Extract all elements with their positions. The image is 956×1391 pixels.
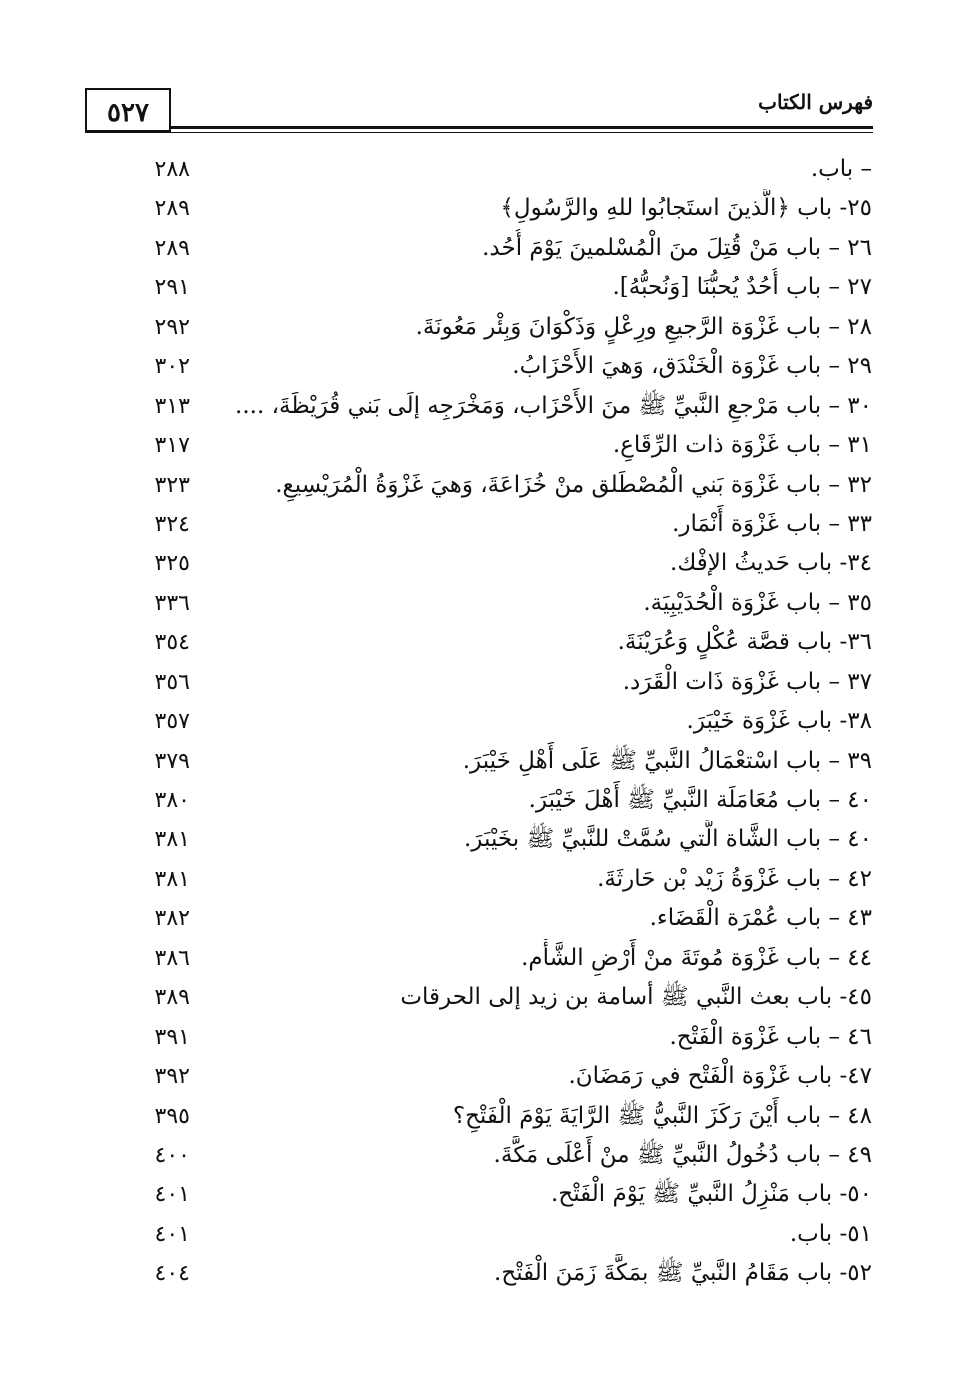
toc-entry <box>0 505 956 544</box>
toc-entry-page-number: ٣٣٦ <box>154 590 190 616</box>
toc-entry-page-number: ٣٥٤ <box>154 630 190 656</box>
toc-entry <box>0 781 956 820</box>
toc-entry <box>0 1097 956 1136</box>
toc-entry-page-number: ٢٩١ <box>154 275 190 301</box>
toc-entry-page-number: ٣٢٥ <box>154 551 190 577</box>
toc-entry <box>0 1215 956 1254</box>
toc-entry-title: ٣٤- باب حَديثُ الإفْك. <box>670 550 872 577</box>
toc-entry-page-number: ٢٨٩ <box>154 235 190 261</box>
toc-entry <box>0 268 956 307</box>
toc-entry-title: ٣٣ – باب غَزْوَة أَنْمَار. <box>672 510 872 537</box>
toc-entry <box>0 387 956 426</box>
toc-entry-title: ٤٩ – باب دُخُولُ النَّبيِّ ﷺ منْ أَعْلَى مَكَّةَ. <box>493 1141 872 1168</box>
toc-entry-page-number: ٣٥٦ <box>154 669 190 695</box>
toc-entry-page-number: ٣٩٢ <box>154 1064 190 1090</box>
toc-entry-page-number: ٣٥٧ <box>154 709 190 735</box>
toc-entry-title: ٣٢ – باب غَزْوَة بَني الْمُصْطَلق منْ خُزَاعَةَ، وَهيَ غَزْوَةُ الْمُرَيْسِيعِ. <box>275 471 872 498</box>
toc-entry <box>0 1136 956 1175</box>
toc-entry-title: ٣٨- باب غَزْوَة خَيْبَرَ. <box>686 708 872 735</box>
toc-entry-title: ٥٠- باب مَنْزِلُ النَّبيِّ ﷺ يَوْمَ الْفَتْح. <box>551 1181 872 1208</box>
page-number-box <box>85 88 171 132</box>
toc-entry <box>0 663 956 702</box>
toc-entry <box>0 584 956 623</box>
toc-entry-title: ٤٢ – باب غَزْوَةُ زَيْد بْن حَارثَةَ. <box>597 865 872 892</box>
toc-entry-title: ٣٠ – باب مَرْجعِ النَّبيِّ ﷺ منَ الأَحْزَاب، وَمَخْرَجِه إلَى بَني قُرَيْظَةَ، .... <box>235 392 872 419</box>
toc-entry-title: ٥١- باب. <box>789 1220 872 1247</box>
toc-entry-page-number: ٣٨٩ <box>154 985 190 1011</box>
toc-entry-page-number: ٣٩٥ <box>154 1103 190 1129</box>
toc-entry <box>0 1057 956 1096</box>
toc-entry <box>0 899 956 938</box>
toc-entry <box>0 742 956 781</box>
toc-entry-title: ٤٠ – باب الشَّاة الَّتي سُمَّتْ للنَّبيِّ ﷺ بخَيْبَرَ. <box>464 826 872 853</box>
toc-entry <box>0 978 956 1017</box>
toc-entry-page-number: ٣٢٤ <box>154 511 190 537</box>
page-number: ٥٢٧ <box>107 98 149 128</box>
toc-entry <box>0 939 956 978</box>
header-rule-thick <box>171 126 873 129</box>
header-rule-thin <box>85 132 873 133</box>
toc-entry <box>0 544 956 583</box>
toc-entry-page-number: ٢٨٨ <box>154 157 190 182</box>
toc-entry-page-number: ٣٨١ <box>154 866 190 892</box>
toc-entry-page-number: ٣٨١ <box>154 827 190 853</box>
toc-entry-title: ٤٠ – باب مُعَامَلَة النَّبيِّ ﷺ أَهْلَ خَيْبَرَ. <box>528 787 872 813</box>
toc-entry <box>0 308 956 347</box>
toc-entry-title: ٣٩ – باب اسْتعْمَالُ النَّبيِّ ﷺ عَلَى أَهْلِ خَيْبَرَ. <box>462 747 872 774</box>
toc-entry-title: ٥٢- باب مَقَامُ النَّبيِّ ﷺ بمَكَّةَ زَمَنَ الْفَتْح. <box>494 1260 872 1287</box>
toc-entry-page-number: ٤٠١ <box>154 1182 190 1208</box>
toc-entry-page-number: ٣٢٣ <box>154 472 190 498</box>
toc-entry <box>0 702 956 741</box>
toc-entry-title: ٣٥ – باب غَزْوَة الْحُدَيْبِيَة. <box>643 589 872 616</box>
page-header <box>85 88 873 136</box>
toc-entry <box>0 150 956 189</box>
toc-entry-page-number: ٣٨٢ <box>154 906 190 932</box>
toc-entry-title: ٢٥- باب ﴿الَّذينَ استَجابُوا للهِ والرَّسُولِ﴾ <box>500 195 872 222</box>
toc-entry <box>0 1254 956 1293</box>
toc-entry-title: ٢٦ – باب مَنْ قُتِلَ منَ الْمُسْلمينَ يَوْمَ أُحُد. <box>482 234 872 261</box>
toc-entry <box>0 860 956 899</box>
toc-entry-title: ٣٧ – باب غَزْوَة ذَات الْقَرَد. <box>622 668 872 695</box>
toc-entry-page-number: ٣٧٩ <box>154 748 190 774</box>
toc-entry <box>0 426 956 465</box>
toc-entry-title: ٤٦ – باب غَزْوَة الْفَتْح. <box>669 1023 872 1050</box>
toc-entry-page-number: ٣٠٢ <box>154 354 190 380</box>
toc-entry-title: ٣٦- باب قصَّة عُكْلٍ وَعُرَيْنَةَ. <box>617 629 872 656</box>
table-of-contents <box>0 150 956 1294</box>
toc-entry <box>0 189 956 228</box>
toc-entry-title: ٤٨ – باب أَيْنَ رَكَزَ النَّبيُّ ﷺ الرَّايَةَ يَوْمَ الْفَتْحِ؟ <box>452 1102 872 1129</box>
toc-entry-page-number: ٣١٧ <box>154 433 190 459</box>
toc-entry-title: ٤٧- باب غَزْوَة الْفَتْح في رَمَضَانَ. <box>568 1063 872 1090</box>
toc-entry-page-number: ٤٠١ <box>154 1221 190 1247</box>
toc-entry-page-number: ٣٨٠ <box>154 788 190 813</box>
running-title: فهرس الكتاب <box>758 90 873 114</box>
toc-entry-title: – باب. <box>810 156 872 182</box>
toc-entry-page-number: ٢٨٩ <box>154 196 190 222</box>
toc-entry-page-number: ٣٨٦ <box>154 945 190 971</box>
toc-entry-title: ٤٥- باب بعث النَّبي ﷺ أسامة بن زيد إلى الحرقات <box>400 984 872 1011</box>
toc-entry <box>0 1175 956 1214</box>
toc-entry <box>0 623 956 662</box>
toc-entry-title: ٢٩ – باب غَزْوَة الْخَنْدَق، وَهيَ الأَحْزَابُ. <box>512 353 872 380</box>
toc-entry-title: ٣١ – باب غَزْوَة ذات الرِّقَاعِ. <box>612 432 872 459</box>
toc-entry <box>0 820 956 859</box>
toc-entry <box>0 466 956 505</box>
toc-entry-title: ٤٤ – باب غَزْوَة مُوتَةَ منْ أَرْضِ الشَّأْم. <box>521 944 872 971</box>
toc-entry-title: ٢٧ – باب أُحُدٌ يُحبُّنَا [وَنُحبُّهُ]. <box>612 274 872 301</box>
toc-entry-page-number: ٣٩١ <box>154 1024 190 1050</box>
toc-entry-title: ٤٣ – باب عُمْرَة الْقَضَاء. <box>649 905 872 932</box>
toc-entry-page-number: ٤٠٠ <box>154 1142 190 1168</box>
toc-entry-title: ٢٨ – باب غَزْوَة الرَّجيعِ ورِعْلٍ وَذَكْوَانَ وَبِئْر مَعُونَةَ. <box>415 313 872 340</box>
toc-entry-page-number: ٤٠٤ <box>154 1261 190 1287</box>
toc-entry-page-number: ٢٩٢ <box>154 314 190 340</box>
toc-entry <box>0 347 956 386</box>
toc-entry-page-number: ٣١٣ <box>154 393 190 419</box>
toc-entry <box>0 1018 956 1057</box>
toc-entry <box>0 229 956 268</box>
